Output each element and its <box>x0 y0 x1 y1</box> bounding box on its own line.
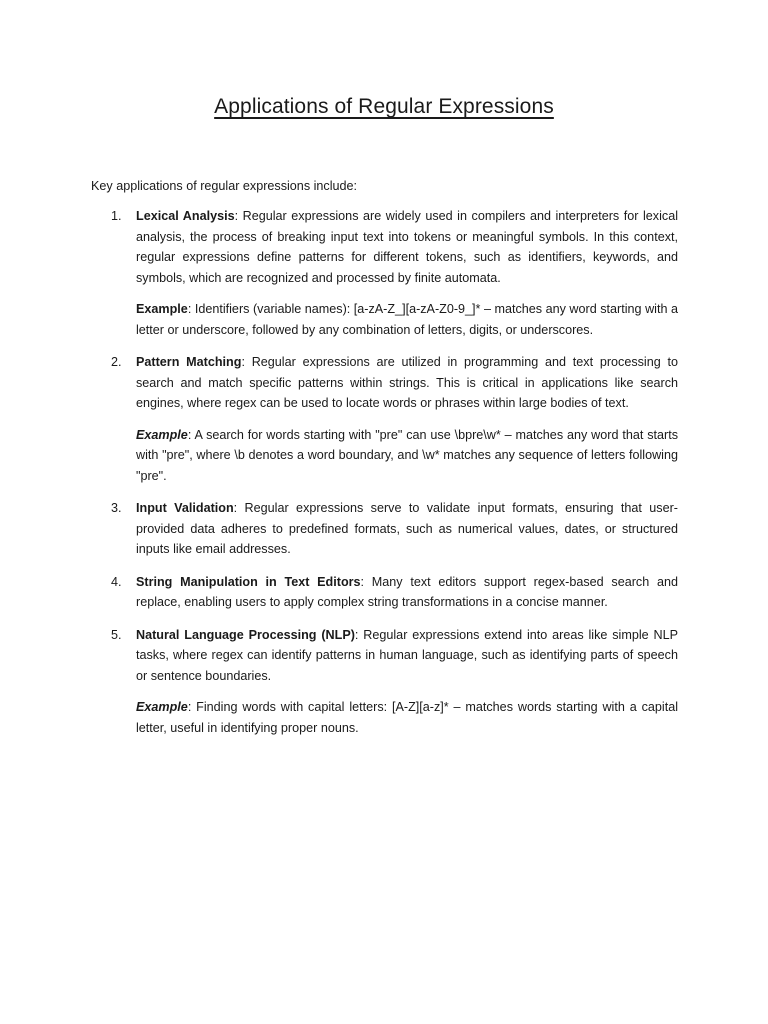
example-text: : Finding words with capital letters: [A-Z][a-z]* – matches words starting with a capital letter, useful in identifying proper nouns. <box>136 700 678 735</box>
intro-text: Key applications of regular expressions include: <box>91 179 358 193</box>
item-paragraph <box>136 352 678 414</box>
item-heading: Pattern Matching <box>136 355 242 369</box>
item-number: 1. <box>111 209 122 223</box>
page-title: Applications of Regular Expressions <box>214 95 554 118</box>
item-paragraph <box>136 625 678 687</box>
example-paragraph <box>136 697 678 738</box>
example-paragraph <box>136 425 678 487</box>
item-heading: Lexical Analysis <box>136 209 235 223</box>
item-paragraph <box>136 498 678 560</box>
example-text: : A search for words starting with "pre" can use \bpre\w* – matches any word that starts with "pre", where \b denotes a word boundary, and \w* matches any sequence of letters following "pre". <box>136 427 678 483</box>
example-text: : Identifiers (variable names): [a-zA-Z_][a-zA-Z0-9_]* – matches any word starting with a letter or underscore, followed by any combination of letters, digits, or underscores. <box>136 302 678 337</box>
item-heading: String Manipulation in Text Editors <box>136 574 361 589</box>
item-heading: Natural Language Processing (NLP) <box>136 627 355 642</box>
item-paragraph <box>136 206 678 288</box>
example-label: Example <box>136 700 188 714</box>
list-item-input-validation <box>0 498 768 560</box>
list-item-string-manipulation <box>0 572 768 613</box>
item-text: : Regular expressions are utilized in programming and text processing to search and match specific patterns within strings. This is critical in applications like search engines, where regex can be used to locate words or phrases within large bodies of text. <box>136 355 678 410</box>
item-paragraph <box>136 572 678 613</box>
item-text: : Many text editors support regex-based search and replace, enabling users to apply complex string transformations in a concise manner. <box>136 574 678 609</box>
item-text: : Regular expressions extend into areas like simple NLP tasks, where regex can identify patterns in human language, such as identifying parts of speech or sentence boundaries. <box>136 627 678 683</box>
list-item-nlp <box>0 625 768 739</box>
item-text: : Regular expressions are widely used in compilers and interpreters for lexical analysis, the process of breaking input text into tokens or meaningful symbols. In this context, regular expressions define patterns for different tokens, such as identifiers, keywords, and symbols, which are recognized and processed by finite automata. <box>136 209 678 285</box>
list-item-pattern-matching <box>0 352 768 486</box>
example-label: Example <box>136 427 188 442</box>
item-heading: Input Validation <box>136 501 234 515</box>
item-text: : Regular expressions serve to validate input formats, ensuring that user-provided data adheres to predefined formats, such as numerical values, dates, or structured inputs like email addresses. <box>136 501 678 556</box>
example-label: Example <box>136 302 188 316</box>
item-number: 3. <box>111 501 122 515</box>
example-paragraph <box>136 299 678 340</box>
list-item-lexical-analysis <box>0 206 768 340</box>
item-number: 4. <box>111 574 122 589</box>
item-number: 2. <box>111 355 122 369</box>
applications-list <box>0 206 768 750</box>
item-number: 5. <box>111 627 122 642</box>
